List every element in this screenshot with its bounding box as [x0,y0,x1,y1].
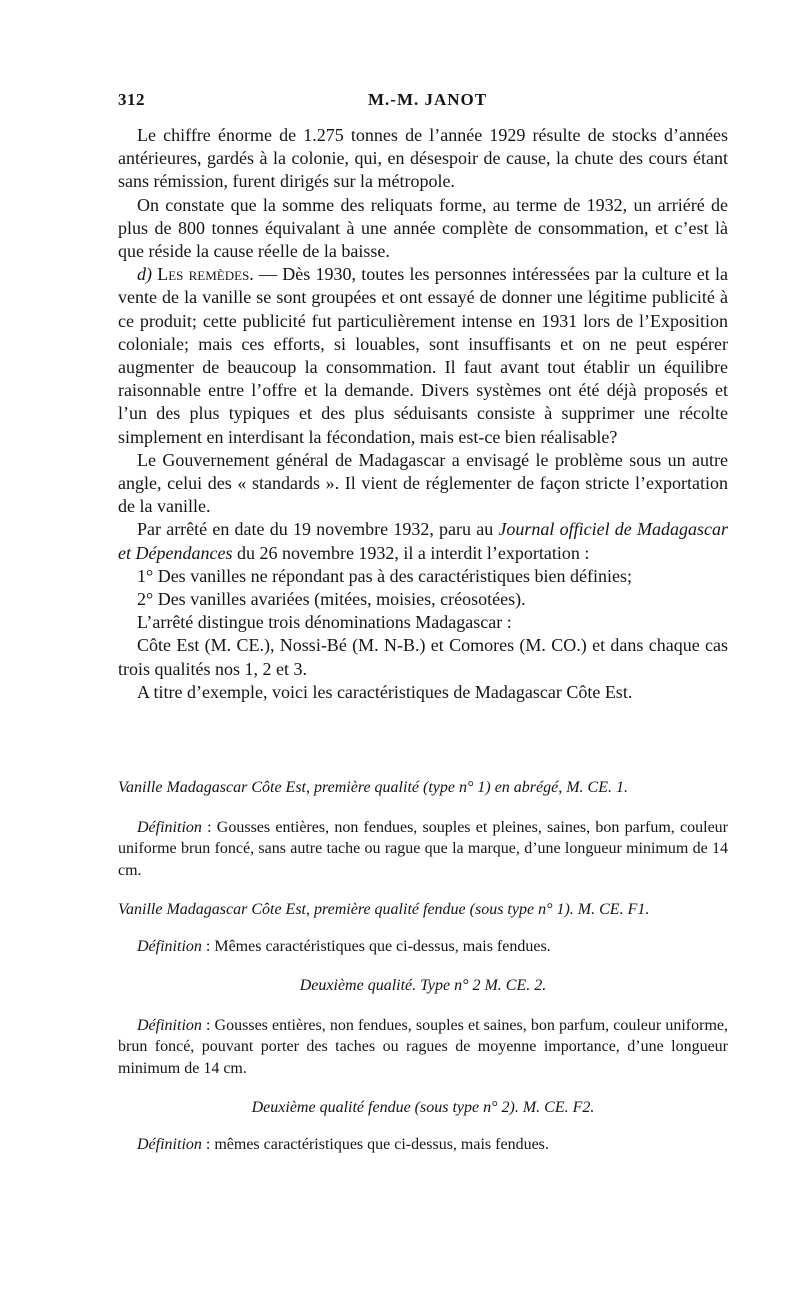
enum-item-1: 1° Des vanilles ne répondant pas à des caractéristiques bien définies; [137,565,633,586]
definition-type-1 [118,817,728,882]
definition-label: Définition [137,818,202,836]
standard-title-type-f2: Deuxième qualité fendue (sous type n° 2). M. CE. F2. [251,1099,595,1116]
paragraph-denominations: L’arrêté distingue trois dénominations Madagascar : [137,612,512,633]
arrete-text-b: du 26 novembre 1932, il a interdit l’exportation : [232,542,590,563]
page-header [118,90,728,114]
enum-item-2: 2° Des vanilles avariées (mitées, moisies, créosotées). [137,589,526,610]
definition-text: : Gousses entières, non fendues, souples et pleines, saines, bon parfum, couleur uniforme brun foncé, sans autre tache ou rague que la marque, d’une longueur minimum de 14 cm. [118,818,728,879]
definition-label: Définition [137,937,202,955]
standard-title-type-f1: Vanille Madagascar Côte Est, première qualité fendue (sous type n° 1). M. CE. F1. [118,901,650,918]
paragraph-stock-1929: Le chiffre énorme de 1.275 tonnes de l’année 1929 résulte de stocks d’années antérieures, gardés à la colonie, qui, en désespoir de cause, la chute des cours étant sans rémission, furent dirigés sur la métropole. [118,125,728,192]
section-heading-remedes: Les remèdes. [157,264,254,285]
running-head-author: M.-M. JANOT [368,90,488,109]
definition-type-f1 [118,936,728,958]
paragraph-arrete [118,518,728,564]
standard-title-type-2: Deuxième qualité. Type n° 2 M. CE. 2. [299,977,547,994]
definition-type-2 [118,1015,728,1080]
definition-text: : mêmes caractéristiques que ci-dessus, mais fendues. [201,1135,549,1153]
remedes-text: — Dès 1930, toutes les personnes intéressées par la culture et la vente de la vanille se sont groupées et ont essayé de donner une légitime publicité à ce produit; cette publicité fut particulièrement intense en 1931 lors de l’Exposition coloniale; mais ces efforts, si louables, sont insuffisants et on ne peut espérer augmenter de beaucoup la consommation. Il faut avant tout établir un équilibre raisonnable entre l’offre et la demande. Divers systèmes ont été déjà proposés et l’un des plus typiques et des plus séduisants consiste à supprimer une récolte simplement en interdisant la fécondation, mais est-ce bien réalisable? [118,264,728,447]
paragraph-remedes [118,263,728,449]
page-number: 312 [118,90,145,109]
definition-label: Définition [137,1016,202,1034]
journal-title: Journal officiel de Madagascar et Dépendances [118,519,728,563]
paragraph-cote-est: Côte Est (M. CE.), Nossi-Bé (M. N-B.) et Comores (M. CO.) et dans chaque cas trois qualités nos 1, 2 et 3. [118,635,728,679]
paragraph-exemple: A titre d’exemple, voici les caractéristiques de Madagascar Côte Est. [137,681,633,702]
standards-block [118,777,728,1155]
main-text [118,124,728,704]
paragraph-reliquats: On constate que la somme des reliquats forme, au terme de 1932, un arriéré de plus de 800 tonnes équivalant à une année complète de consommation, et c’est là que réside la cause réelle de la baisse. [118,194,728,262]
arrete-text-a: Par arrêté en date du 19 novembre 1932, paru au [137,519,499,540]
standard-title-type-1: Vanille Madagascar Côte Est, première qualité (type n° 1) en abrégé, M. CE. 1. [118,779,628,796]
definition-text: : Gousses entières, non fendues, souples et saines, bon parfum, couleur uniforme, brun foncé, pouvant porter des taches ou ragues de moyenne importance, d’une longueur minimum de 14 cm. [118,1016,728,1077]
definition-label: Définition [137,1135,202,1153]
section-letter: d) [137,264,158,285]
definition-text: : Mêmes caractéristiques que ci-dessus, mais fendues. [201,937,551,955]
paragraph-gouvernement: Le Gouvernement général de Madagascar a envisagé le problème sous un autre angle, celui des « standards ». Il vient de réglementer de façon stricte l’exportation de la vanille. [118,449,728,517]
definition-type-f2 [118,1134,728,1156]
